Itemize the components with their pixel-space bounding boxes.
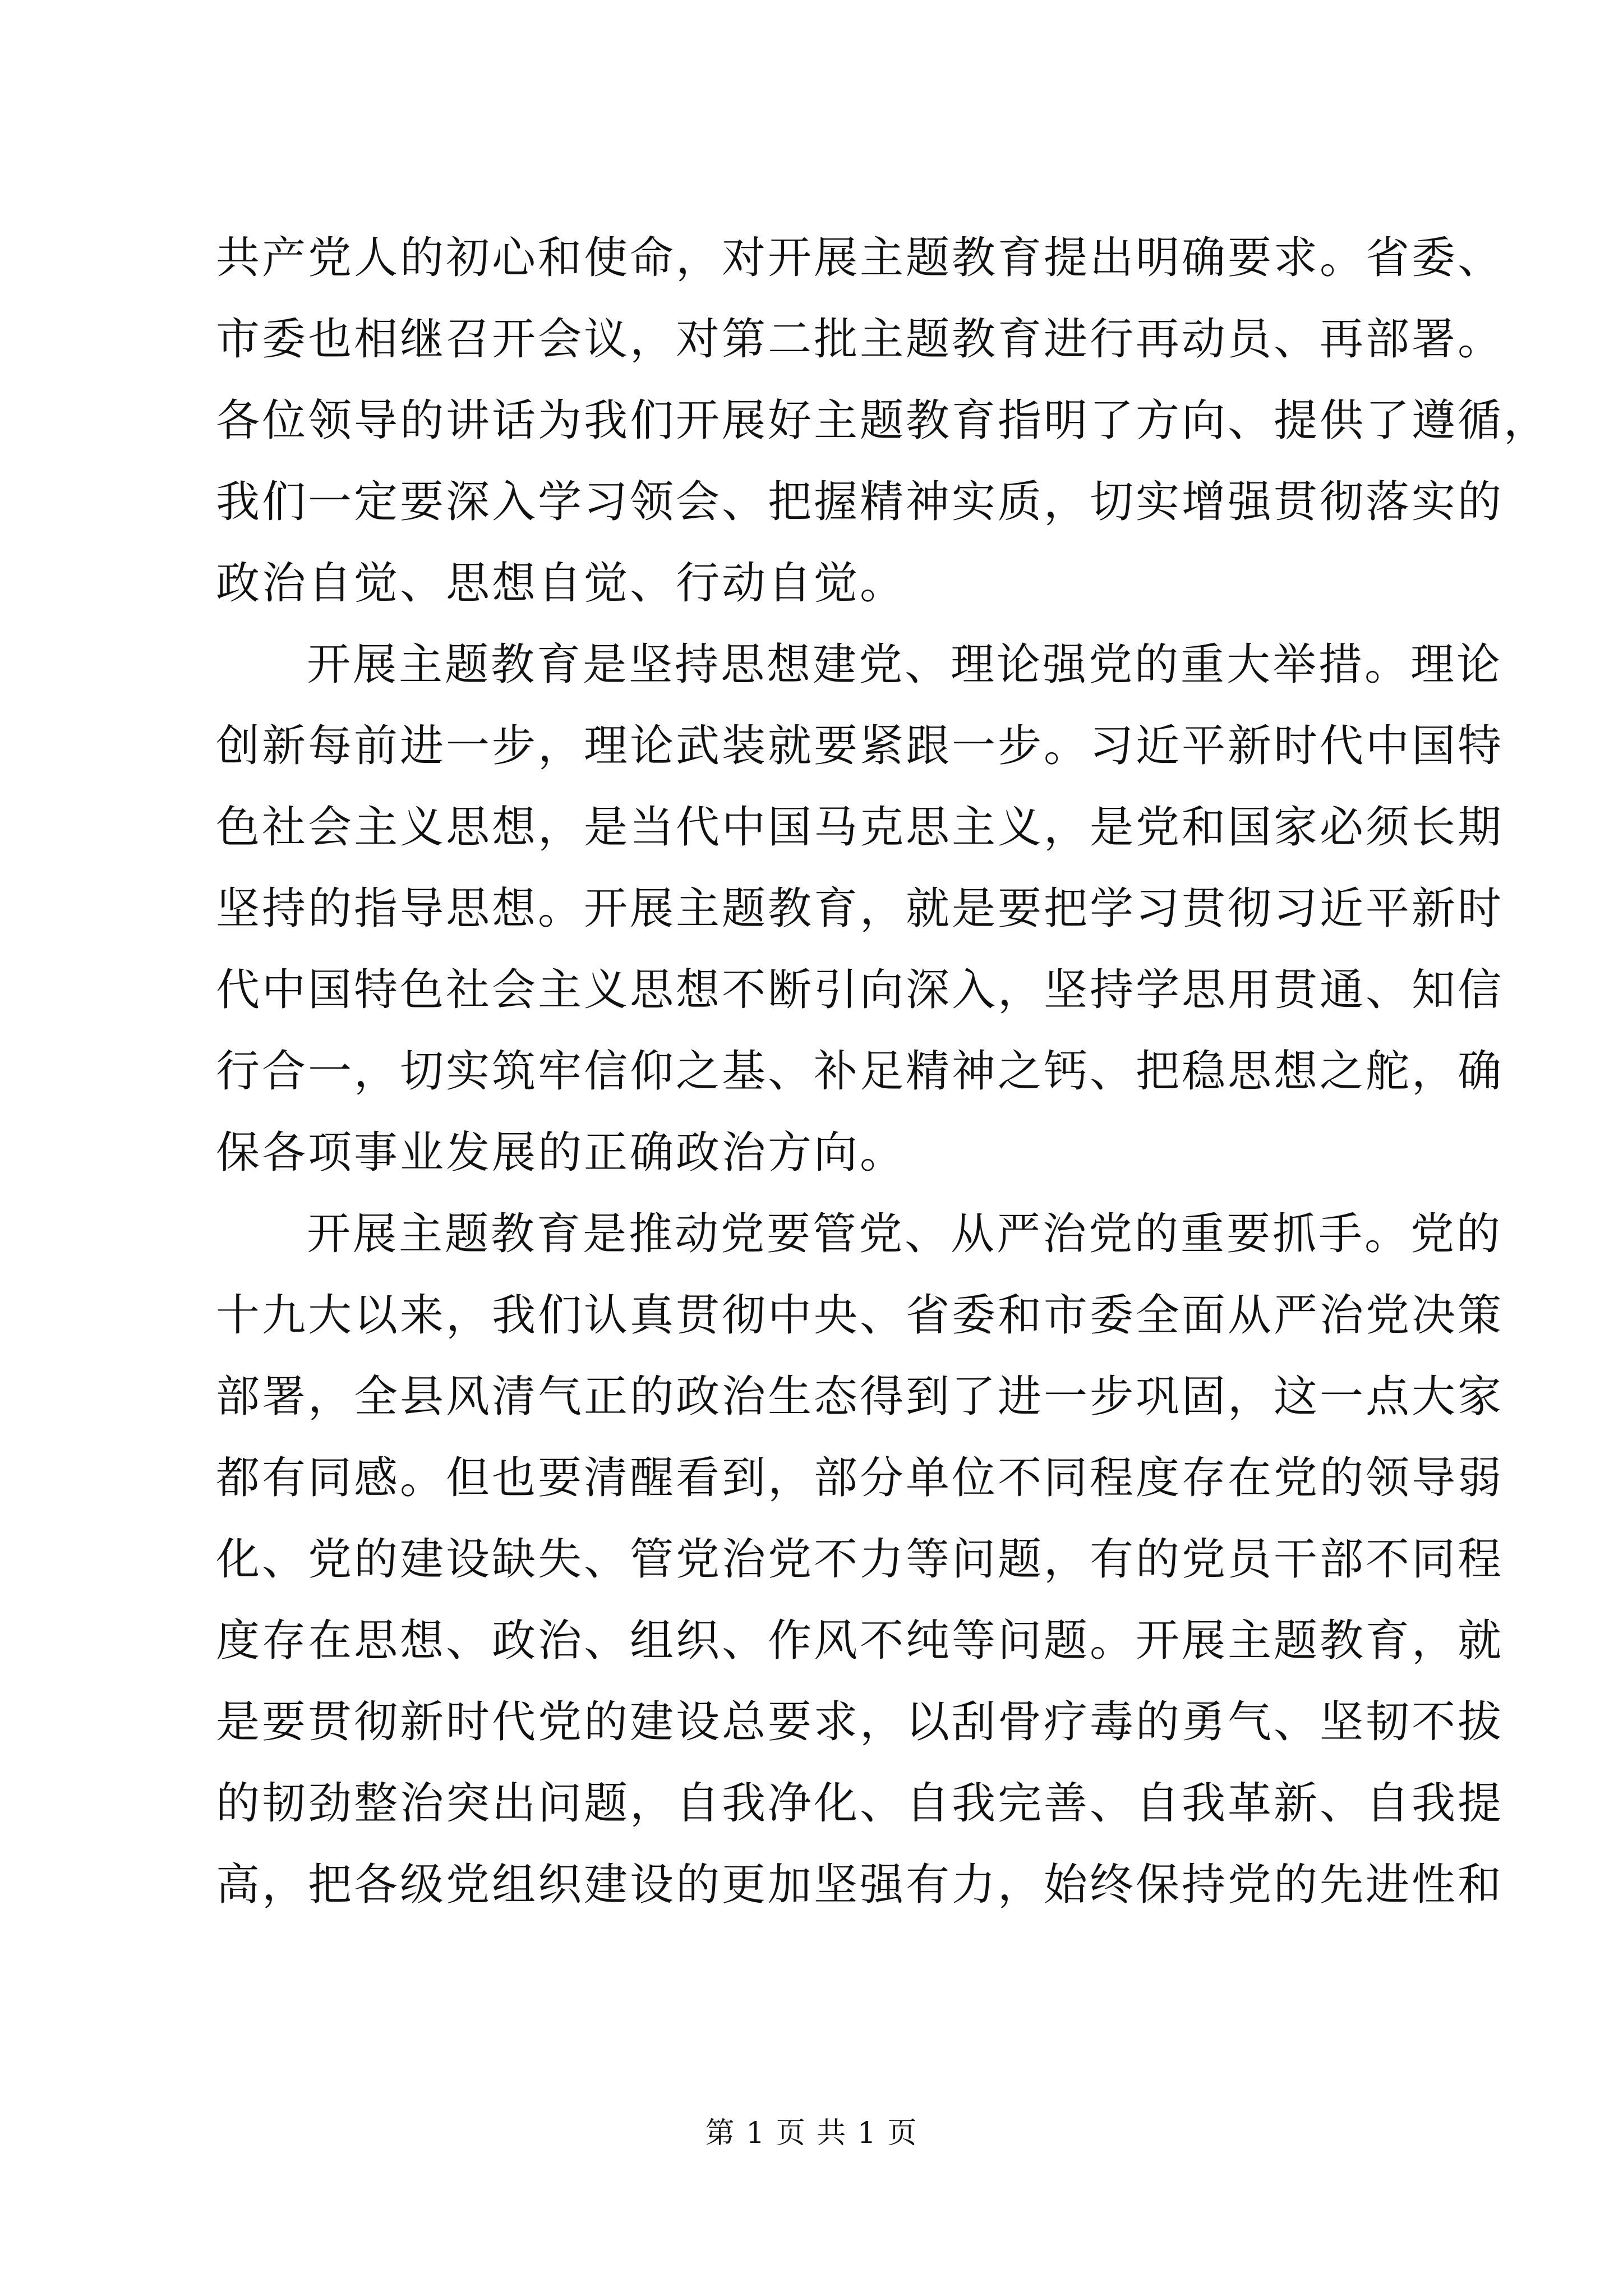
text-line: 创新每前进一步，理论武装就要紧跟一步。习近平新时代中国特 — [216, 721, 1504, 771]
paragraph — [216, 1194, 1504, 1926]
text-line: 的韧劲整治突出问题，自我净化、自我完善、自我革新、自我提 — [216, 1778, 1504, 1829]
text-line: 我们一定要深入学习领会、把握精神实质，切实增强贯彻落实的 — [216, 477, 1504, 527]
text-line: 开展主题教育是坚持思想建党、理论强党的重大举措。理论 — [307, 639, 1503, 690]
paragraph — [216, 624, 1504, 1194]
text-line: 色社会主义思想，是当代中国马克思主义，是党和国家必须长期 — [216, 802, 1504, 853]
text-line: 共产党人的初心和使命，对开展主题教育提出明确要求。省委、 — [216, 233, 1504, 283]
text-line: 是要贯彻新时代党的建设总要求，以刮骨疗毒的勇气、坚韧不拔 — [216, 1697, 1504, 1747]
document-body — [216, 218, 1550, 1926]
text-line: 部署，全县风清气正的政治生态得到了进一步巩固，这一点大家 — [216, 1372, 1504, 1422]
text-line: 高，把各级党组织建设的更加坚强有力，始终保持党的先进性和 — [216, 1860, 1504, 1910]
text-line: 保各项事业发展的正确政治方向。 — [216, 1128, 906, 1178]
text-line: 十九大以来，我们认真贯彻中央、省委和市委全面从严治党决策 — [216, 1290, 1504, 1341]
text-line: 各位领导的讲话为我们开展好主题教育指明了方向、提供了遵循， — [216, 395, 1550, 446]
text-line: 代中国特色社会主义思想不断引向深入，坚持学思用贯通、知信 — [216, 965, 1504, 1015]
text-line: 度存在思想、政治、组织、作风不纯等问题。开展主题教育，就 — [216, 1616, 1504, 1666]
page-footer: 第 1 页 共 1 页 — [705, 2116, 918, 2150]
paragraph — [216, 218, 1550, 624]
text-line: 都有同感。但也要清醒看到，部分单位不同程度存在党的领导弱 — [216, 1453, 1504, 1503]
text-line: 行合一，切实筑牢信仰之基、补足精神之钙、把稳思想之舵，确 — [216, 1046, 1504, 1097]
text-line: 化、党的建设缺失、管党治党不力等问题，有的党员干部不同程 — [216, 1534, 1504, 1585]
text-line: 开展主题教育是推动党要管党、从严治党的重要抓手。党的 — [307, 1209, 1503, 1259]
text-line: 市委也相继召开会议，对第二批主题教育进行再动员、再部署。 — [216, 314, 1504, 365]
text-line: 政治自觉、思想自觉、行动自觉。 — [216, 558, 906, 609]
text-line: 坚持的指导思想。开展主题教育，就是要把学习贯彻习近平新时 — [216, 884, 1504, 934]
